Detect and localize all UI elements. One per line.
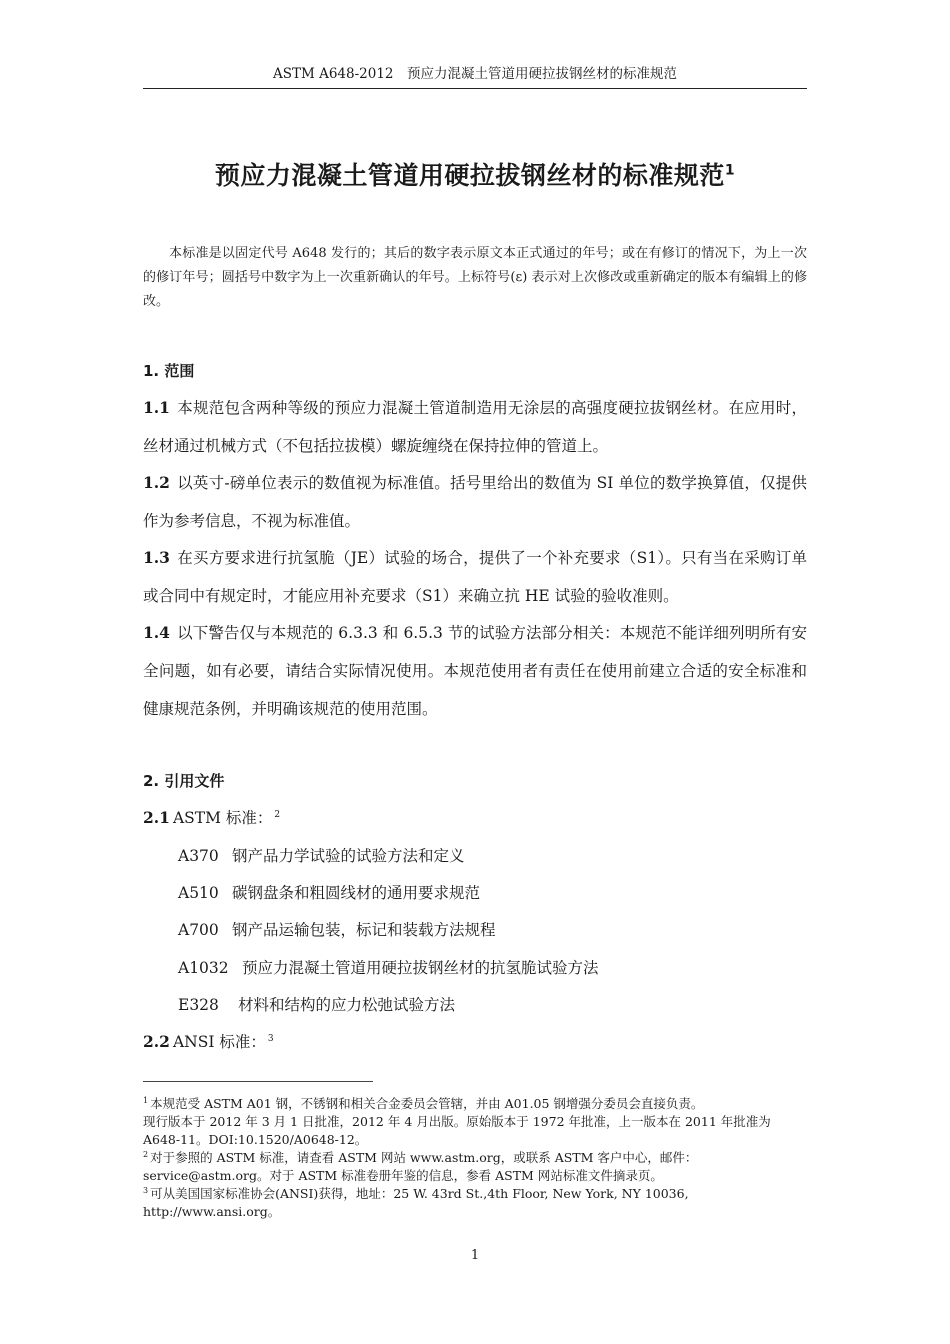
reference-item — [178, 957, 599, 979]
clause-text: 以下警告仅与本规范的 6.3.3 和 6.5.3 节的试验方法部分相关：本规范不能详细列明所有安全问题，如有必要，请结合实际情况使用。本规范使用者有责任在使用前建立合适的安全标准和健康规范条例，并明确该规范的使用范围。 — [143, 624, 807, 718]
section-heading-scope: 1. 范围 — [143, 362, 195, 380]
clause-1-4 — [143, 614, 807, 728]
clause-1-2 — [143, 464, 807, 540]
footnote-mark: 1 — [143, 1095, 149, 1105]
reference-item — [178, 919, 496, 941]
reference-code: A700 — [178, 921, 219, 939]
clause-text: 本规范包含两种等级的预应力混凝土管道制造用无涂层的高强度硬拉拔钢丝材。在应用时，丝材通过机械方式（不包括拉拔模）螺旋缠绕在保持拉伸的管道上。 — [143, 399, 807, 455]
reference-title: 预应力混凝土管道用硬拉拔钢丝材的抗氢脆试验方法 — [242, 959, 599, 977]
subsection-number: 2.1 — [143, 808, 170, 827]
section-heading-references: 2. 引用文件 — [143, 772, 225, 790]
page-number: 1 — [470, 1248, 480, 1263]
reference-code: E328 — [178, 996, 219, 1014]
subsection-number: 2.2 — [143, 1032, 170, 1051]
footnote-mark: 3 — [143, 1185, 149, 1195]
footnote-text: 本规范受 ASTM A01 钢，不锈钢和相关合金委员会管辖，并由 A01.05 钢增强分委员会直接负责。 — [150, 1096, 704, 1111]
subsection-ansi-standards — [143, 1031, 274, 1053]
clause-number: 1.3 — [143, 548, 170, 567]
clause-number: 1.4 — [143, 623, 170, 642]
clause-number: 1.2 — [143, 473, 170, 492]
running-header: ASTM A648-2012 预应力混凝土管道用硬拉拔钢丝材的标准规范 — [272, 66, 678, 82]
footnotes — [143, 1095, 807, 1221]
reference-title: 碳钢盘条和粗圆线材的通用要求规范 — [232, 884, 481, 902]
subsection-label: ASTM 标准： — [172, 809, 273, 827]
footnote-2 — [143, 1149, 807, 1185]
reference-title: 钢产品力学试验的试验方法和定义 — [232, 847, 465, 865]
clause-text: 以英寸-磅单位表示的数值视为标准值。括号里给出的数值为 SI 单位的数学换算值，仅提供作为参考信息，不视为标准值。 — [143, 474, 807, 530]
reference-code: A510 — [178, 884, 219, 902]
title-text: 预应力混凝土管道用硬拉拔钢丝材的标准规范 — [214, 161, 725, 190]
footnote-mark: 2 — [143, 1149, 149, 1159]
reference-code: A1032 — [178, 959, 229, 977]
reference-item — [178, 882, 480, 904]
footnote-text: 可从美国国家标准协会(ANSI)获得，地址：25 W. 43rd St.,4th Floor, New York, NY 10036, http://www.ansi.org。 — [143, 1186, 689, 1219]
subsection-astm-standards — [143, 807, 280, 829]
header-rule — [143, 88, 807, 89]
footnote-rule — [143, 1081, 373, 1082]
footnote-text: 对于参照的 ASTM 标准，请查看 ASTM 网站 www.astm.org，或联系 ASTM 客户中心，邮件：service@astm.org。对于 ASTM 标准卷册年鉴的信息，参看 ASTM 网站标准文件摘录页。 — [143, 1150, 698, 1183]
subsection-label: ANSI 标准： — [172, 1033, 266, 1051]
footnote-1 — [143, 1095, 807, 1113]
document-title — [143, 158, 807, 194]
footnote-3 — [143, 1185, 807, 1221]
clause-1-1 — [143, 389, 807, 465]
reference-item — [178, 845, 465, 867]
reference-title: 钢产品运输包装，标记和装载方法规程 — [232, 921, 496, 939]
designation-note: 本标准是以固定代号 A648 发行的；其后的数字表示原文本正式通过的年号；或在有修订的情况下，为上一次的修订年号；圆括号中数字为上一次重新确认的年号。上标符号(ε) 表示对上次修改或重新确定的版本有编辑上的修改。 — [143, 246, 807, 309]
clause-1-3 — [143, 539, 807, 615]
clause-text: 在买方要求进行抗氢脆（JE）试验的场合，提供了一个补充要求（S1）。只有当在采购订单或合同中有规定时，才能应用补充要求（S1）来确立抗 HE 试验的验收准则。 — [143, 549, 807, 605]
reference-code: A370 — [178, 847, 219, 865]
title-footnote-mark[interactable]: 1 — [724, 162, 736, 179]
clause-number: 1.1 — [143, 398, 170, 417]
footnote-mark[interactable]: 2 — [274, 809, 281, 820]
footnote-mark[interactable]: 3 — [267, 1033, 274, 1044]
footnote-1-continued: 现行版本于 2012 年 3 月 1 日批准，2012 年 4 月出版。原始版本于 1972 年批准，上一版本在 2011 年批准为 A648-11。DOI:10.1520/A0648-12。 — [143, 1114, 771, 1147]
reference-item — [178, 994, 455, 1016]
reference-title: 材料和结构的应力松弛试验方法 — [238, 996, 456, 1014]
